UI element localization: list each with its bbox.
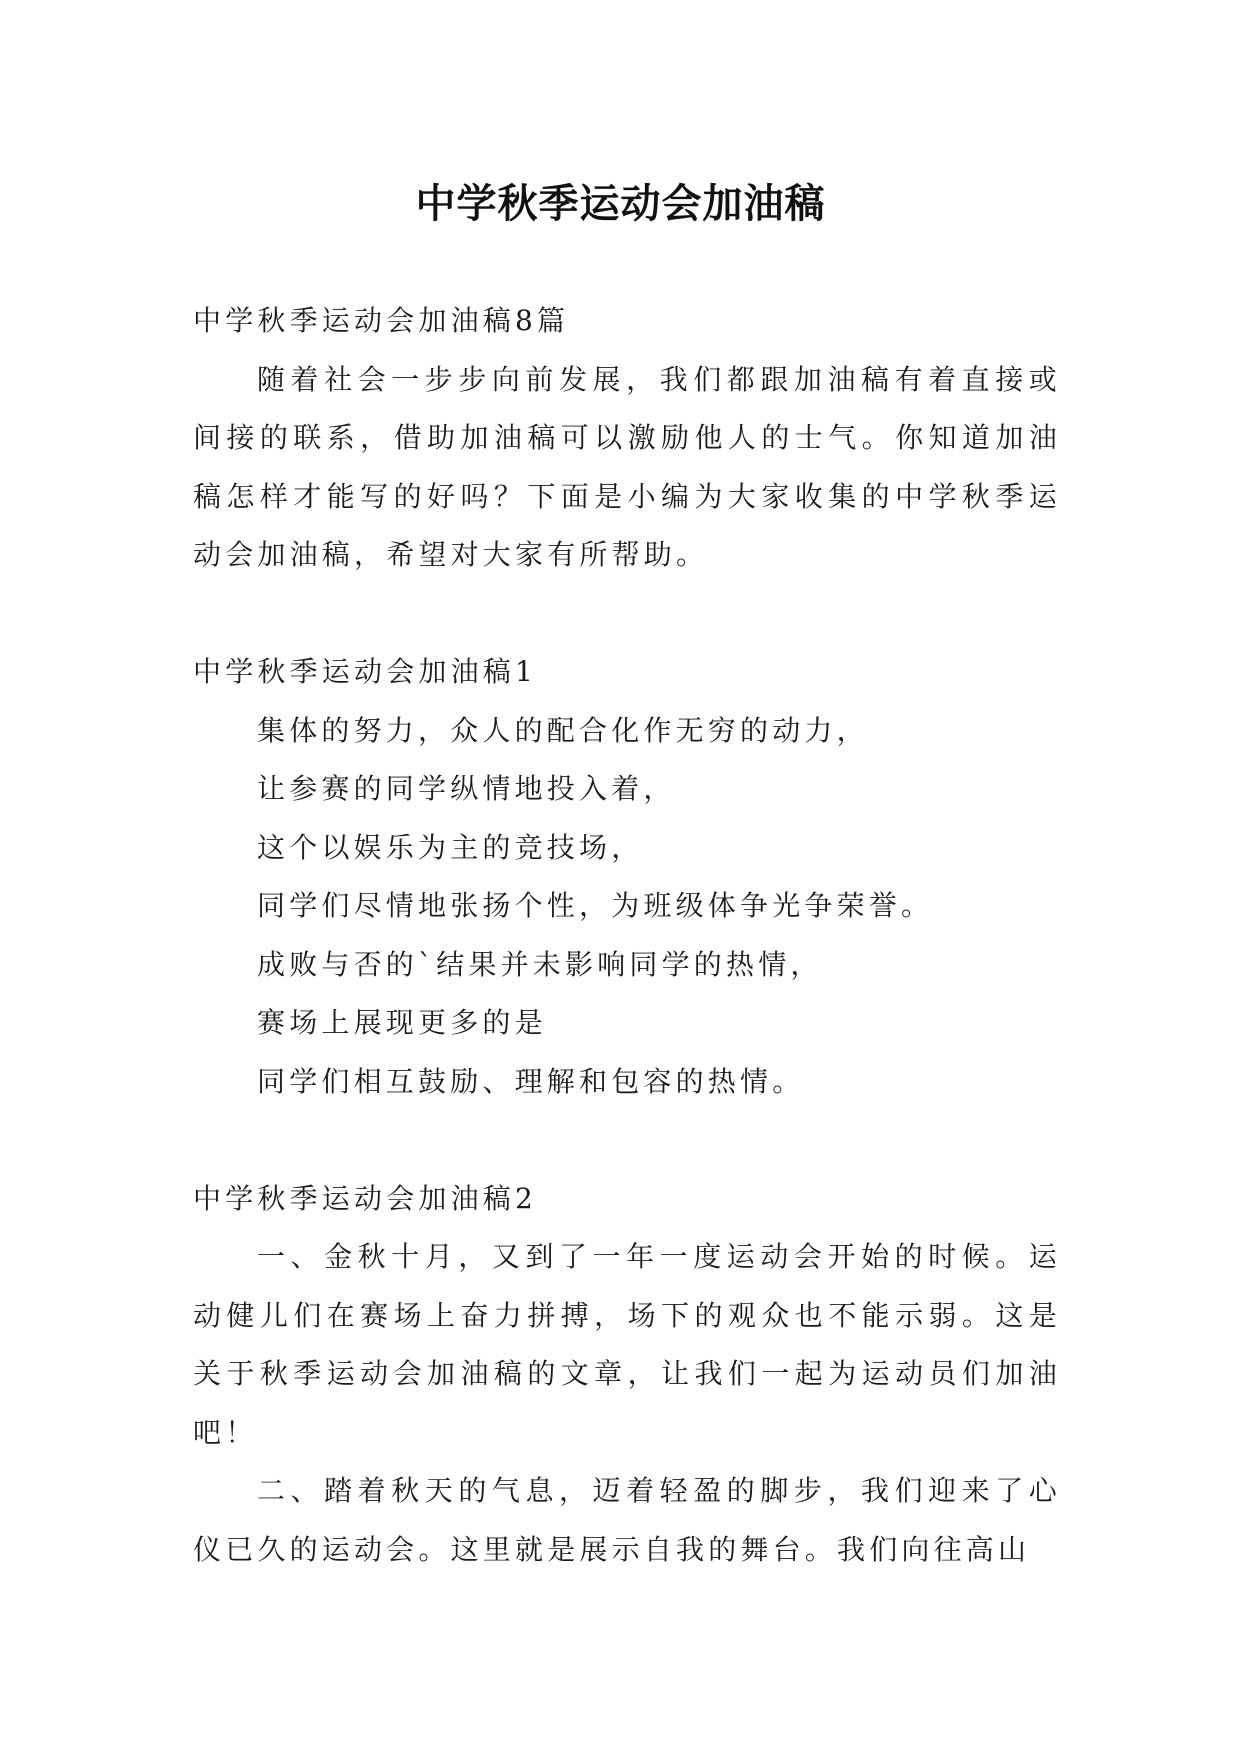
section-1-line: 这个以娱乐为主的竞技场， xyxy=(257,830,644,864)
intro-paragraph: 随着社会一步步向前发展，我们都跟加油稿有着直接或间接的联系，借助加油稿可以激励他人的士气。你知道加油稿怎样才能写的好吗？下面是小编为大家收集的中学秋季运动会加油稿，希望对大家有所帮助。 xyxy=(193,362,1061,571)
section-1-heading: 中学秋季运动会加油稿1 xyxy=(193,655,538,688)
section-1-line: 成败与否的`结果并未影响同学的热情， xyxy=(257,947,823,981)
document-body xyxy=(193,292,1061,1579)
section-2-heading: 中学秋季运动会加油稿2 xyxy=(193,1181,538,1215)
document-title: 中学秋季运动会加油稿 xyxy=(415,180,826,227)
section-spacer xyxy=(193,1111,1061,1170)
intro-heading: 中学秋季运动会加油稿8篇 xyxy=(193,304,570,337)
section-1-line: 让参赛的同学纵情地投入着， xyxy=(257,772,676,805)
section-1-line: 同学们尽情地张扬个性，为班级体争光争荣誉。 xyxy=(257,889,934,922)
section-1-line: 同学们相互鼓励、理解和包容的热情。 xyxy=(257,1064,805,1098)
section-2-paragraph: 二、踏着秋天的气息，迈着轻盈的脚步，我们迎来了心仪已久的运动会。这里就是展示自我的舞台。我们向往高山 xyxy=(193,1474,1061,1566)
section-1-line: 集体的努力，众人的配合化作无穷的动力， xyxy=(257,713,869,747)
section-1-line: 赛场上展现更多的是 xyxy=(257,1006,547,1039)
section-spacer xyxy=(193,585,1061,644)
section-2-paragraph: 一、金秋十月，又到了一年一度运动会开始的时候。运动健儿们在赛场上奋力拼搏，场下的观众也不能示弱。这是关于秋季运动会加油稿的文章，让我们一起为运动员们加油吧！ xyxy=(193,1240,1061,1449)
